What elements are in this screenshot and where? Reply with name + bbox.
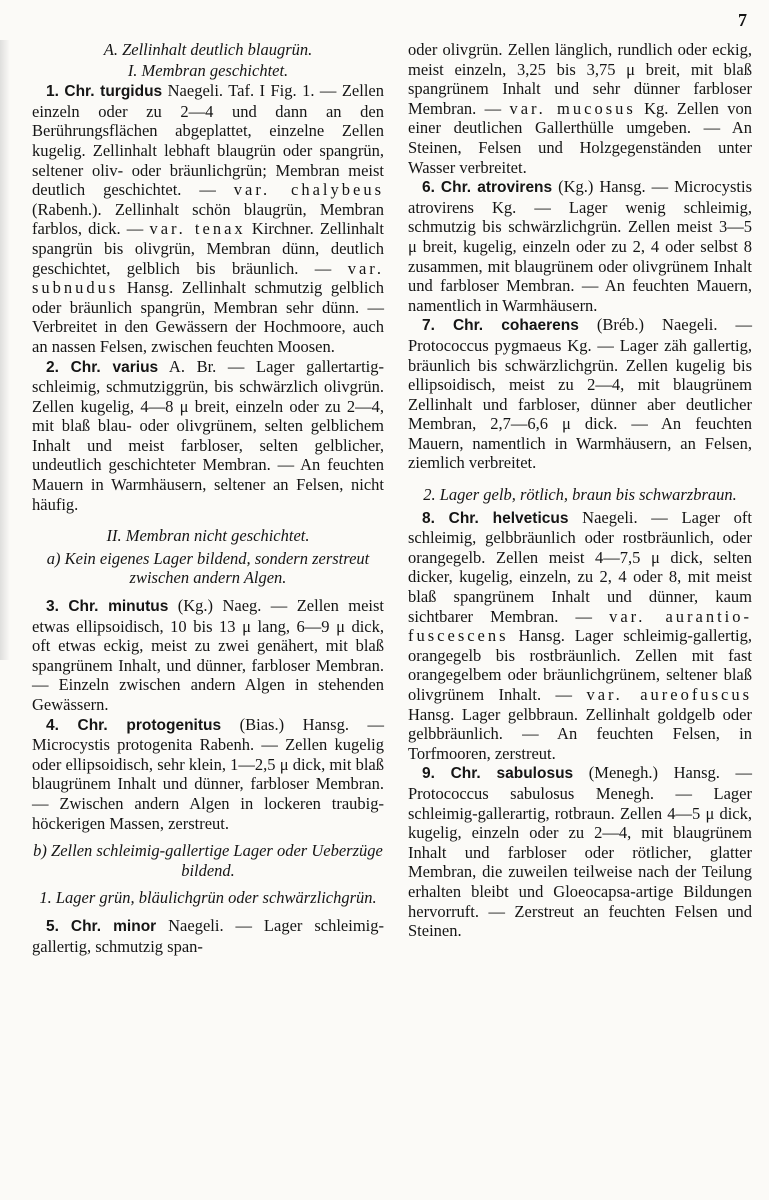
entry-text: (Bréb.) Naegeli. — Protococcus pygmaeus Kg. — Lager zäh gallertig, bräunlich bis schwärzlichgrün. Zellen kugelig bis ellipsoidisch, meist zu 2—4, mit blaugrünem Zellinhalt und farbloser, dünner aber deutlicher Membran, 2,7—6,6 μ dick. — An feuchten Mauern, namentlich in Warmhäusern, an Felsen, ziemlich verbreitet.: [408, 315, 752, 473]
entry-text: (Rabenh.). Zellinhalt schön blaugrün, Membran farblos, dick. —: [32, 199, 384, 239]
left-column: [32, 40, 384, 956]
species-name: Chr. minutus: [68, 598, 169, 616]
species-name: Chr. cohaerens: [452, 317, 579, 335]
species-entry-1: [32, 81, 384, 356]
entry-number: 9.: [422, 765, 435, 783]
entry-text: Hansg. Lager gelbbraun. Zellinhalt goldgelb oder gelbbräunlich. — An feuchten Felsen, in Torfmooren, zerstreut.: [408, 704, 752, 763]
entry-text: Hansg. Zellinhalt schmutzig gelblich oder bräunlich spangrün, Membran sehr dünn. — Verbreitet in den Gewässern der Hochmoore, auch an nassen Felsen, zwischen feuchten Moosen.: [32, 278, 384, 356]
species-name: Chr. helveticus: [448, 509, 569, 527]
species-entry-3: [32, 596, 384, 715]
variety-name: var. aureofuscus: [586, 685, 752, 704]
species-name: Chr. minor: [70, 917, 157, 935]
heading-sub-b: b) Zellen schleimig-gallertige Lager oder Ueberzüge bildend.: [33, 841, 383, 880]
entry-text: (Menegh.) Hansg. — Protococcus sabulosus Menegh. — Lager schleimig-gallerartig, rotbraun. Zellen 4—5 μ dick, kugelig, einzeln oder zu 2—4, mit blaugrünem Inhalt und farbloser oder rötlicher, glatter Membran, die zuweilen teilweise nach der Teilung erhalten bleibt und Gloeocapsa-artige Bildungen hervorruft. — Zerstreut an feuchten Felsen und Steinen.: [408, 763, 752, 941]
heading-roman-2: II. Membran nicht geschichtet.: [106, 526, 310, 546]
variety-name: var. aurantio-fuscescens: [408, 606, 752, 646]
variety-name: var. tenax: [149, 219, 246, 239]
entry-text: oder olivgrün. Zellen länglich, rundlich oder eckig, meist einzeln, 3,25 bis 3,75 μ breit, mit blaß spangrünem Inhalt und sehr dünner farbloser Membran. —: [408, 40, 752, 118]
heading-a: A. Zellinhalt deutlich blaugrün.: [103, 40, 313, 59]
entry-number: 4.: [46, 716, 59, 734]
species-entry-6: [408, 177, 752, 315]
entry-text: (Kg.) Hansg. — Microcystis atrovirens Kg. — Lager wenig schleimig, schmutzig bis schwärzlichgrün. Zellen meist 3—5 μ breit, kugelig, einzeln oder zu 2, 4 oder selbst 8 zusammen, mit blaugrünem oder olivgrünem Inhalt und farbloser Membran. — An feuchten Mauern, namentlich in Warmhäusern.: [408, 177, 752, 315]
page-number: 7: [738, 10, 747, 30]
entry-text: (Bias.) Hansg. — Microcystis protogenita Rabenh. — Zellen kugelig oder ellipsoidisch, sehr klein, 1—2,5 μ dick, mit blaß blaugrünem Inhalt und dünner, farbloser Membran. — Zwischen andern Algen in lockeren traubig-höckerigen Massen, zerstreut.: [32, 714, 384, 833]
entry-text: Kirchner. Zellinhalt spangrün bis olivgrün, Membran dünn, deutlich geschichtet, gelblich bis bräunlich. —: [32, 219, 385, 278]
variety-name: var. subnudus: [32, 258, 384, 298]
entry-number: 8.: [422, 509, 435, 527]
species-entry-5: [32, 916, 384, 956]
entry-text: A. Br. — Lager gallertartig-schleimig, schmutziggrün, bis schwärzlich olivgrün. Zellen kugelig, 4—8 μ breit, einzeln oder zu 2—4, mit blaß blau- oder olivgrünem, selten gelblichem Inhalt und meist farbloser, selten gelblicher, undeutlich geschichteter Membran. — An feuchten Mauern in Warmhäusern, seltener an Felsen, nicht häufig.: [32, 356, 384, 514]
entry-text: Naegeli. Taf. I Fig. 1. — Zellen einzeln oder zu 2—4 und dann an den Berührungsflächen abgeplattet, einzelne Zellen kugelig. Zellinhalt lebhaft blaugrün oder spangrün, seltener oliv- oder bräunlichgrün; Membran meist deutlich geschichtet. —: [32, 81, 384, 200]
variety-name: var. chalybeus: [233, 180, 384, 200]
entry-text: Naegeli. — Lager oft schleimig, gelbbräunlich oder rostbräunlich, oder orangegelb. Zellen meist 4—7,5 μ dick, selten dicker, kugelig, einzeln, zu 2, 4 oder 8, mit meist blaß spangrünem Inhalt und dünner, kaum sichtbarer Membran. —: [408, 507, 753, 626]
species-name: Chr. varius: [70, 358, 159, 376]
entry-number: 7.: [422, 317, 435, 335]
entry-text: Hansg. Lager schleimig-gallertig, orangegelb bis rostbräunlich. Zellen mit fast orangegelbem oder bräunlichgrünem, seltener blaß olivgrünem Inhalt. —: [408, 626, 752, 704]
species-name: Chr. protogenitus: [77, 716, 222, 734]
species-name: Chr. sabulosus: [450, 765, 574, 783]
entry-text: Kg. Zellen von einer deutlichen Gallerthülle umgeben. — An Steinen, Felsen und Holzgegenständen unter Wasser verbreitet.: [408, 98, 752, 177]
heading-sub-a: a) Kein eigenes Lager bildend, sondern zerstreut zwischen andern Algen.: [46, 548, 370, 588]
species-entry-7: [408, 315, 752, 473]
entry-text: Naegeli. — Lager schleimig-gallertig, schmutzig span-: [32, 915, 384, 956]
entry-number: 6.: [422, 179, 435, 197]
species-entry-2: [32, 357, 384, 515]
entry-number: 3.: [46, 598, 59, 616]
species-entry-5-continued: [408, 40, 752, 177]
species-name: Chr. turgidus: [64, 83, 163, 101]
right-column: [408, 40, 752, 941]
binding-edge: [0, 40, 10, 660]
heading-roman-1: I. Membran geschichtet.: [127, 60, 289, 80]
entry-number: 2.: [46, 358, 59, 376]
variety-name: var. mucosus: [509, 98, 636, 118]
entry-text: (Kg.) Naeg. — Zellen meist etwas ellipsoidisch, 10 bis 13 μ lang, 6—9 μ dick, oft etwas eckig, meist zu zwei genähert, mit blaß spangrünem Inhalt, und dünner, farbloser Membran. — Einzeln zwischen andern Algen in stehenden Gewässern.: [32, 596, 384, 714]
entry-number: 1.: [46, 83, 59, 101]
heading-group-1: 1. Lager grün, bläulichgrün oder schwärzlichgrün.: [39, 888, 377, 908]
heading-group-2: 2. Lager gelb, rötlich, braun bis schwarzbraun.: [423, 485, 737, 505]
species-entry-9: [408, 763, 752, 940]
species-entry-8: [408, 508, 752, 764]
entry-number: 5.: [46, 917, 59, 935]
species-name: Chr. atrovirens: [440, 179, 553, 197]
species-entry-4: [32, 715, 384, 834]
